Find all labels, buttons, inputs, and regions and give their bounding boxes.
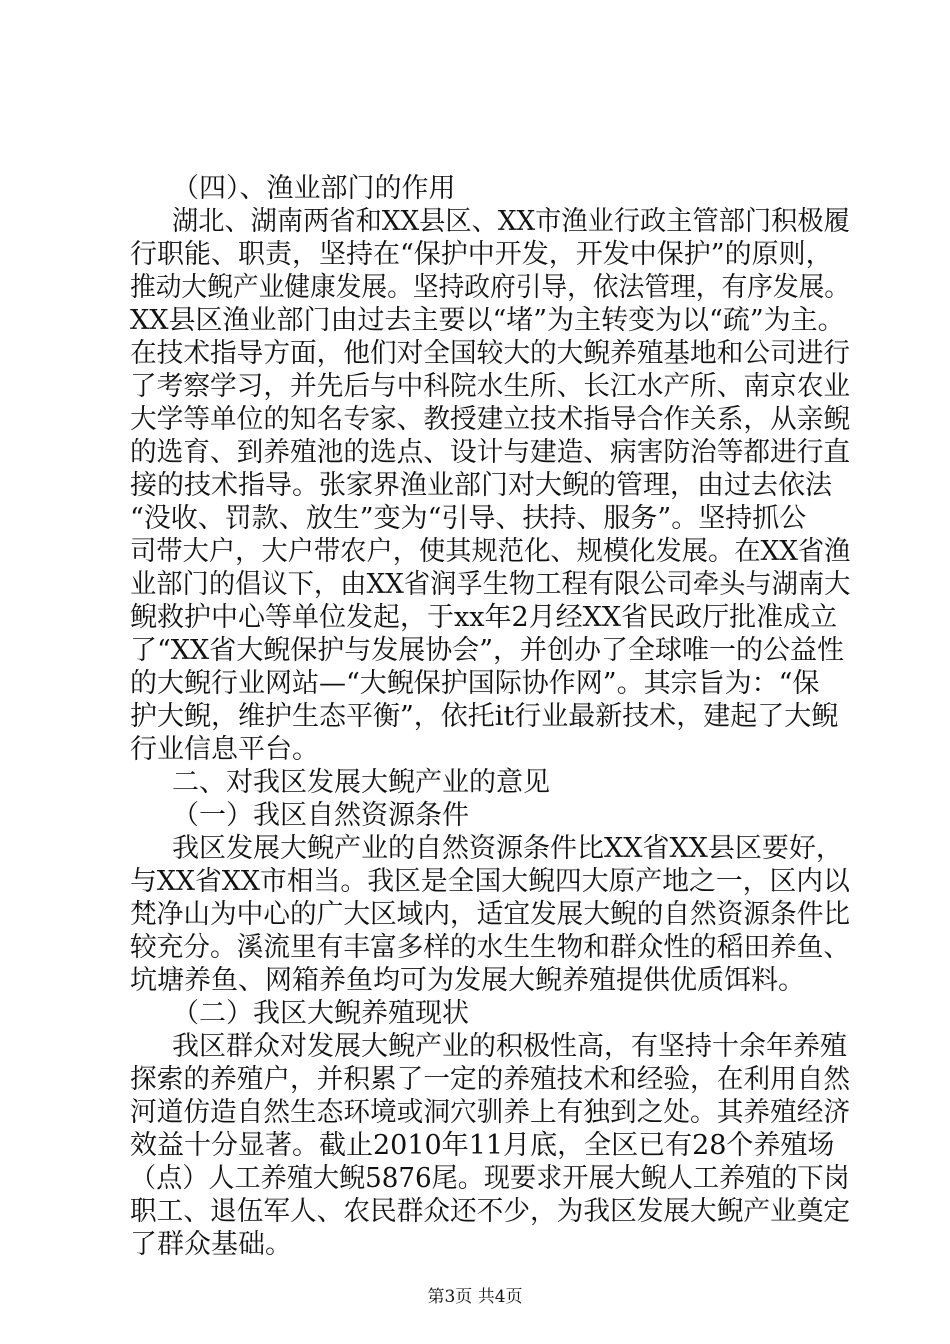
paragraph-line: 大学等单位的知名专家、教授建立技术指导合作关系，从亲鲵 xyxy=(130,404,851,435)
paragraph-line: 护大鲵，维护生态平衡”，依托it行业最新技术，建起了大鲵 xyxy=(130,701,839,732)
paragraph-line: 我区发展大鲵产业的自然资源条件比XX省XX县区要好， xyxy=(172,833,843,864)
subsection-heading: （二）我区大鲵养殖现状 xyxy=(172,998,469,1029)
paragraph-line: 推动大鲵产业健康发展。坚持政府引导，依法管理，有序发展。 xyxy=(130,272,851,303)
paragraph-line: 了群众基础。 xyxy=(130,1229,292,1260)
paragraph-line: 业部门的倡议下，由XX省润孚生物工程有限公司牵头与湖南大 xyxy=(130,569,851,600)
paragraph-line: （点）人工养殖大鲵5876尾。现要求开展大鲵人工养殖的下岗 xyxy=(130,1163,850,1194)
paragraph-line: 湖北、湖南两省和XX县区、XX市渔业行政主管部门积极履 xyxy=(172,206,850,237)
paragraph-line: 效益十分显著。截止2010年11月底，全区已有28个养殖场 xyxy=(130,1130,835,1161)
paragraph-line: 的选育、到养殖池的选点、设计与建造、病害防治等都进行直 xyxy=(130,437,851,468)
paragraph-line: “没收、罚款、放生”变为“引导、扶持、服务”。坚持抓公 xyxy=(130,503,807,534)
subsection-heading: （一）我区自然资源条件 xyxy=(172,800,469,831)
paragraph-line: 了考察学习，并先后与中科院水生所、长江水产所、南京农业 xyxy=(130,371,851,402)
paragraph-line: 职工、退伍军人、农民群众还不少，为我区发展大鲵产业奠定 xyxy=(130,1196,851,1227)
section-heading: 二、对我区发展大鲵产业的意见 xyxy=(172,767,550,798)
paragraph-line: 行职能、职责，坚持在“保护中开发，开发中保护”的原则， xyxy=(130,239,833,270)
page-number-footer: 第3页 共4页 xyxy=(427,1287,523,1307)
heading-fishery-role: （四）、渔业部门的作用 xyxy=(172,173,456,204)
paragraph-line: 了“XX省大鲵保护与发展协会”，并创办了全球唯一的公益性 xyxy=(130,635,845,666)
paragraph-line: 的大鲵行业网站—“大鲵保护国际协作网”。其宗旨为：“保 xyxy=(130,668,820,699)
paragraph-line: 在技术指导方面，他们对全国较大的大鲵养殖基地和公司进行 xyxy=(130,338,851,369)
paragraph-line: 接的技术指导。张家界渔业部门对大鲵的管理，由过去依法 xyxy=(130,470,832,501)
paragraph-line: 河道仿造自然生态环境或洞穴驯养上有独到之处。其养殖经济 xyxy=(130,1097,851,1128)
paragraph-line: 司带大户，大户带农户，使其规范化、规模化发展。在XX省渔 xyxy=(130,536,851,567)
paragraph-line: 行业信息平台。 xyxy=(130,734,319,765)
paragraph-line: 与XX省XX市相当。我区是全国大鲵四大原产地之一，区内以 xyxy=(130,866,850,897)
paragraph-line: 较充分。溪流里有丰富多样的水生生物和群众性的稻田养鱼、 xyxy=(130,932,851,963)
paragraph-line: 坑塘养鱼、网箱养鱼均可为发展大鲵养殖提供优质饵料。 xyxy=(130,965,805,996)
paragraph-line: 我区群众对发展大鲵产业的积极性高，有坚持十余年养殖 xyxy=(172,1031,847,1062)
paragraph-line: 梵净山为中心的广大区域内，适宜发展大鲵的自然资源条件比 xyxy=(130,899,851,930)
paragraph-line: 探索的养殖户，并积累了一定的养殖技术和经验，在利用自然 xyxy=(130,1064,851,1095)
paragraph-line: 鲵救护中心等单位发起，于xx年2月经XX省民政厅批准成立 xyxy=(130,602,838,633)
paragraph-line: XX县区渔业部门由过去主要以“堵”为主转变为以“疏”为主。 xyxy=(130,305,845,336)
